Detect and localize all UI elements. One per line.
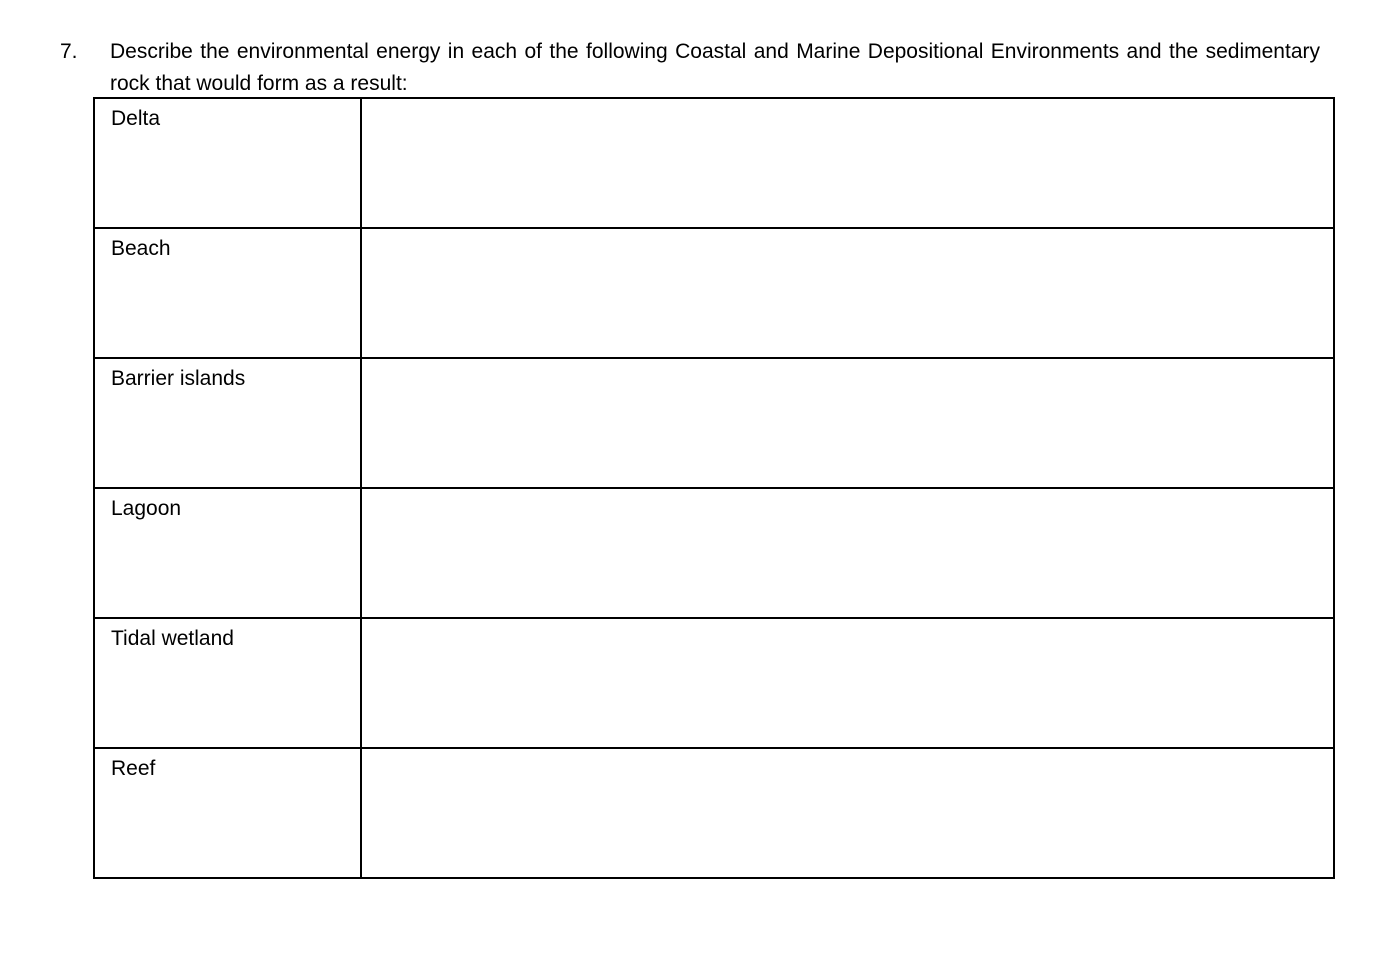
answer-cell-delta[interactable] — [361, 98, 1334, 228]
table-row — [94, 358, 1334, 488]
environment-label: Barrier islands — [94, 358, 361, 488]
table-row — [94, 748, 1334, 878]
table-row — [94, 618, 1334, 748]
question-number: 7. — [60, 40, 78, 63]
answer-cell-barrier-islands[interactable] — [361, 358, 1334, 488]
table-row — [94, 98, 1334, 228]
answer-cell-lagoon[interactable] — [361, 488, 1334, 618]
answer-cell-beach[interactable] — [361, 228, 1334, 358]
environment-label: Reef — [94, 748, 361, 878]
answer-cell-tidal-wetland[interactable] — [361, 618, 1334, 748]
table-row — [94, 488, 1334, 618]
environments-table — [93, 97, 1335, 879]
environment-label: Delta — [94, 98, 361, 228]
environment-label: Tidal wetland — [94, 618, 361, 748]
environment-label: Beach — [94, 228, 361, 358]
question-text: Describe the environmental energy in each of the following Coastal and Marine Depositional Environments and the sedimentary rock that would form as a result: — [110, 40, 1320, 95]
answer-cell-reef[interactable] — [361, 748, 1334, 878]
environment-label: Lagoon — [94, 488, 361, 618]
table-row — [94, 228, 1334, 358]
